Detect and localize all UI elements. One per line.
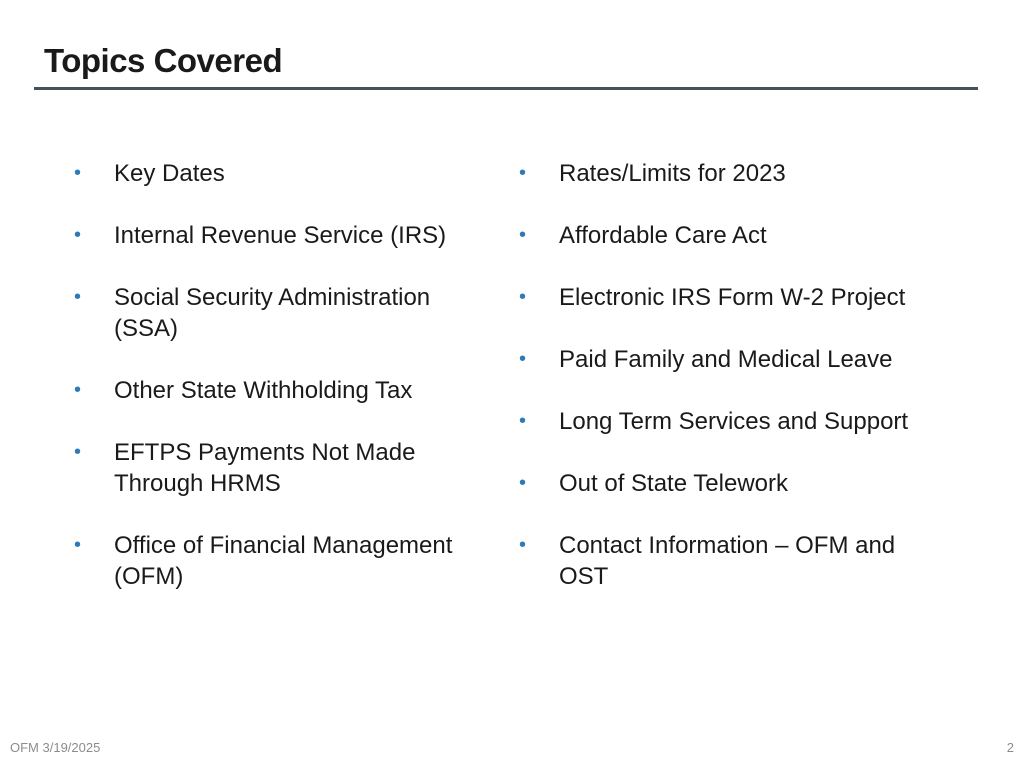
list-item-text: Long Term Services and Support (559, 408, 909, 435)
topics-list-left (74, 158, 494, 623)
list-item-text: Office of Financial Management (OFM) (114, 532, 453, 590)
bullet-icon: • (519, 224, 527, 246)
list-item (519, 468, 949, 499)
list-item (74, 437, 494, 499)
list-item (74, 282, 494, 344)
list-item (519, 282, 949, 313)
bullet-icon: • (74, 441, 82, 463)
list-item-text: Affordable Care Act (559, 222, 767, 249)
bullet-icon: • (519, 286, 527, 308)
list-item-text: Key Dates (114, 160, 225, 187)
list-item (519, 344, 949, 375)
list-item-text: Other State Withholding Tax (114, 377, 413, 404)
bullet-icon: • (74, 286, 82, 308)
bullet-icon: • (74, 379, 82, 401)
title-underline (34, 87, 978, 90)
list-item (519, 530, 949, 592)
list-item (74, 220, 494, 251)
bullet-icon: • (519, 534, 527, 556)
bullet-icon: • (74, 534, 82, 556)
bullet-icon: • (519, 410, 527, 432)
list-item-text: Internal Revenue Service (IRS) (114, 222, 447, 249)
slide-title: Topics Covered (44, 42, 283, 79)
bullet-icon: • (74, 162, 82, 184)
list-item (519, 158, 949, 189)
list-item (519, 406, 949, 437)
page-number: 2 (1006, 740, 1014, 755)
list-item-text: Rates/Limits for 2023 (559, 160, 786, 187)
bullet-icon: • (519, 162, 527, 184)
list-item-text: EFTPS Payments Not Made Through HRMS (114, 439, 416, 497)
list-item-text: Contact Information – OFM and OST (559, 532, 896, 590)
topics-list-right (519, 158, 949, 623)
bullet-icon: • (519, 348, 527, 370)
list-item-text: Electronic IRS Form W-2 Project (559, 284, 906, 311)
list-item (519, 220, 949, 251)
list-item (74, 158, 494, 189)
footer-label: OFM 3/19/2025 (10, 740, 101, 755)
list-item (74, 375, 494, 406)
list-item-text: Paid Family and Medical Leave (559, 346, 893, 373)
list-item-text: Out of State Telework (559, 470, 789, 497)
list-item (74, 530, 494, 592)
list-item-text: Social Security Administration (SSA) (114, 284, 431, 342)
bullet-icon: • (519, 472, 527, 494)
bullet-icon: • (74, 224, 82, 246)
